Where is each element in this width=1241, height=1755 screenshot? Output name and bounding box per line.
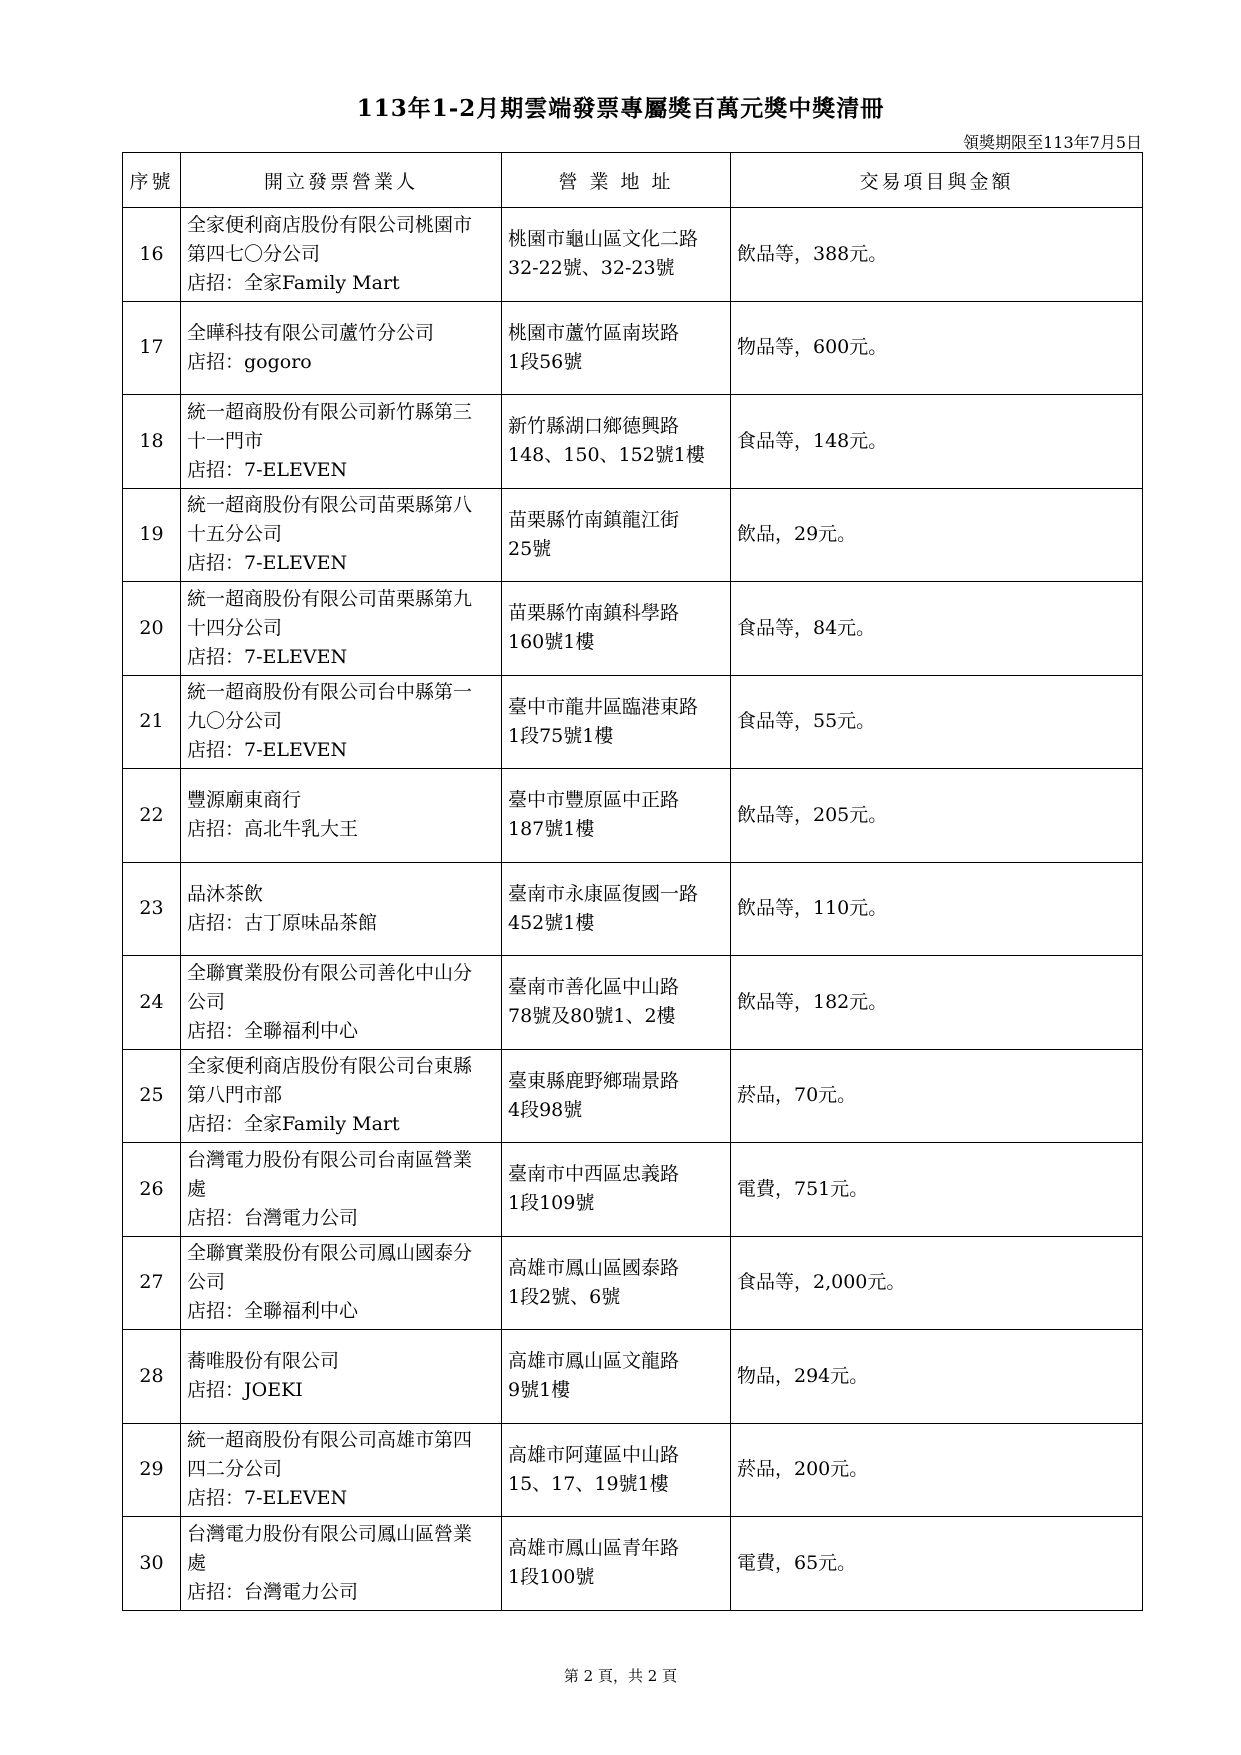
document-title: 113年1-2月期雲端發票專屬獎百萬元獎中獎清冊 — [356, 95, 885, 122]
header-merchant: 開立發票營業人 — [181, 153, 502, 208]
address-line: 1段2號、6號 — [508, 1285, 621, 1308]
merchant-line: 店招：台灣電力公司 — [187, 1580, 359, 1603]
table-row — [123, 301, 1143, 395]
row-item-amount: 飲品等，388元。 — [731, 208, 1143, 302]
row-merchant — [181, 1049, 502, 1143]
address-line: 78號及80號1、2樓 — [508, 1005, 676, 1028]
address-line: 新竹縣湖口鄉德興路 — [508, 415, 680, 438]
row-item-amount: 食品等，148元。 — [731, 395, 1143, 489]
row-item-amount: 菸品，70元。 — [731, 1049, 1143, 1143]
row-seq: 21 — [123, 675, 181, 769]
merchant-line: 第四七〇分公司 — [187, 242, 321, 265]
table-body — [123, 208, 1143, 1611]
address-line: 高雄市鳳山區青年路 — [508, 1537, 680, 1560]
row-seq: 24 — [123, 956, 181, 1050]
table-row — [123, 1143, 1143, 1237]
row-address — [502, 1049, 731, 1143]
address-line: 高雄市鳳山區國泰路 — [508, 1256, 680, 1279]
row-item-amount: 菸品，200元。 — [731, 1423, 1143, 1517]
address-line: 臺南市善化區中山路 — [508, 976, 680, 999]
row-address — [502, 488, 731, 582]
merchant-line: 全聯實業股份有限公司善化中山分 — [187, 961, 473, 984]
row-address — [502, 1143, 731, 1237]
row-address — [502, 208, 731, 302]
table-row — [123, 769, 1143, 863]
header-seq: 序號 — [123, 153, 181, 208]
row-seq: 22 — [123, 769, 181, 863]
row-address — [502, 862, 731, 956]
row-item-amount: 食品等，84元。 — [731, 582, 1143, 676]
row-seq: 17 — [123, 301, 181, 395]
row-item-amount: 物品等，600元。 — [731, 301, 1143, 395]
merchant-line: 統一超商股份有限公司台中縣第一 — [187, 681, 473, 704]
merchant-line: 全聯實業股份有限公司鳳山國泰分 — [187, 1242, 473, 1265]
claim-deadline: 領獎期限至113年7月5日 — [963, 133, 1142, 152]
address-line: 1段100號 — [508, 1566, 595, 1589]
merchant-line: 台灣電力股份有限公司台南區營業 — [187, 1148, 473, 1171]
row-merchant — [181, 769, 502, 863]
table-row — [123, 1049, 1143, 1143]
address-line: 32-22號、32-23號 — [508, 257, 675, 280]
row-address — [502, 582, 731, 676]
merchant-line: 豐源廟東商行 — [187, 789, 302, 812]
row-address — [502, 1236, 731, 1330]
merchant-line: 店招：全家Family Mart — [187, 1113, 400, 1136]
merchant-line: 品沐茶飲 — [187, 882, 264, 905]
merchant-line: 統一超商股份有限公司苗栗縣第八 — [187, 494, 473, 517]
row-merchant — [181, 956, 502, 1050]
merchant-line: 公司 — [187, 990, 226, 1013]
table-row — [123, 1517, 1143, 1611]
winners-table — [122, 152, 1143, 1611]
merchant-line: 統一超商股份有限公司高雄市第四 — [187, 1429, 473, 1452]
merchant-line: 全家便利商店股份有限公司桃園市 — [187, 213, 473, 236]
merchant-line: 處 — [187, 1551, 207, 1574]
address-line: 1段109號 — [508, 1192, 595, 1215]
merchant-line: 十一門市 — [187, 429, 264, 452]
row-address — [502, 675, 731, 769]
row-merchant — [181, 862, 502, 956]
row-seq: 28 — [123, 1330, 181, 1424]
merchant-line: 統一超商股份有限公司苗栗縣第九 — [187, 587, 473, 610]
address-line: 臺南市永康區復國一路 — [508, 882, 699, 905]
address-line: 160號1樓 — [508, 631, 595, 654]
row-address — [502, 956, 731, 1050]
row-seq: 19 — [123, 488, 181, 582]
merchant-line: 店招：台灣電力公司 — [187, 1206, 359, 1229]
row-item-amount: 電費，751元。 — [731, 1143, 1143, 1237]
table-row — [123, 675, 1143, 769]
table-row — [123, 1423, 1143, 1517]
merchant-line: 店招：7-ELEVEN — [187, 1487, 348, 1510]
address-line: 148、150、152號1樓 — [508, 444, 705, 467]
row-merchant — [181, 1423, 502, 1517]
address-line: 臺中市豐原區中正路 — [508, 789, 680, 812]
row-merchant — [181, 301, 502, 395]
merchant-line: 全家便利商店股份有限公司台東縣 — [187, 1055, 473, 1078]
row-seq: 30 — [123, 1517, 181, 1611]
merchant-line: 九〇分公司 — [187, 710, 283, 733]
merchant-line: 店招：全家Family Mart — [187, 271, 400, 294]
row-seq: 27 — [123, 1236, 181, 1330]
table-row — [123, 208, 1143, 302]
row-item-amount: 飲品等，205元。 — [731, 769, 1143, 863]
row-merchant — [181, 675, 502, 769]
merchant-line: 店招：7-ELEVEN — [187, 458, 348, 481]
row-address — [502, 769, 731, 863]
page-footer: 第 2 頁，共 2 頁 — [563, 1667, 678, 1685]
address-line: 臺東縣鹿野鄉瑞景路 — [508, 1069, 680, 1092]
table-row — [123, 395, 1143, 489]
merchant-line: 統一超商股份有限公司新竹縣第三 — [187, 400, 473, 423]
row-item-amount: 食品等，55元。 — [731, 675, 1143, 769]
header-item: 交易項目與金額 — [731, 153, 1143, 208]
address-line: 臺南市中西區忠義路 — [508, 1163, 680, 1186]
row-address — [502, 1517, 731, 1611]
merchant-line: 全曄科技有限公司蘆竹分公司 — [187, 321, 435, 344]
row-item-amount: 電費，65元。 — [731, 1517, 1143, 1611]
row-seq: 16 — [123, 208, 181, 302]
address-line: 苗栗縣竹南鎮龍江街 — [508, 508, 680, 531]
row-merchant — [181, 488, 502, 582]
address-line: 桃園市龜山區文化二路 — [508, 228, 699, 251]
row-seq: 29 — [123, 1423, 181, 1517]
row-merchant — [181, 1236, 502, 1330]
address-line: 15、17、19號1樓 — [508, 1472, 669, 1495]
row-item-amount: 飲品等，182元。 — [731, 956, 1143, 1050]
address-line: 4段98號 — [508, 1098, 583, 1121]
row-merchant — [181, 1517, 502, 1611]
row-address — [502, 301, 731, 395]
address-line: 高雄市鳳山區文龍路 — [508, 1350, 680, 1373]
address-line: 9號1樓 — [508, 1379, 571, 1402]
address-line: 桃園市蘆竹區南崁路 — [508, 321, 680, 344]
address-line: 高雄市阿蓮區中山路 — [508, 1443, 680, 1466]
table-row — [123, 956, 1143, 1050]
row-address — [502, 395, 731, 489]
row-merchant — [181, 208, 502, 302]
table-row — [123, 1330, 1143, 1424]
row-item-amount: 飲品等，110元。 — [731, 862, 1143, 956]
row-seq: 18 — [123, 395, 181, 489]
merchant-line: 十四分公司 — [187, 616, 283, 639]
merchant-line: 店招：高北牛乳大王 — [187, 818, 359, 841]
table-row — [123, 862, 1143, 956]
address-line: 1段75號1樓 — [508, 724, 614, 747]
merchant-line: 店招：古丁原味品茶館 — [187, 911, 378, 934]
merchant-line: 店招：gogoro — [187, 350, 312, 373]
row-merchant — [181, 395, 502, 489]
merchant-line: 四二分公司 — [187, 1458, 283, 1481]
row-seq: 25 — [123, 1049, 181, 1143]
address-line: 苗栗縣竹南鎮科學路 — [508, 602, 680, 625]
merchant-line: 處 — [187, 1177, 207, 1200]
merchant-line: 店招：7-ELEVEN — [187, 645, 348, 668]
address-line: 臺中市龍井區臨港東路 — [508, 695, 699, 718]
table-header-row — [123, 153, 1143, 208]
row-merchant — [181, 582, 502, 676]
table-row — [123, 488, 1143, 582]
merchant-line: 第八門市部 — [187, 1084, 283, 1107]
row-seq: 23 — [123, 862, 181, 956]
row-merchant — [181, 1330, 502, 1424]
merchant-line: 店招：全聯福利中心 — [187, 1300, 359, 1323]
merchant-line: 蕎唯股份有限公司 — [187, 1350, 340, 1373]
row-seq: 20 — [123, 582, 181, 676]
row-merchant — [181, 1143, 502, 1237]
row-address — [502, 1330, 731, 1424]
merchant-line: 店招：全聯福利中心 — [187, 1019, 359, 1042]
merchant-line: 店招：JOEKI — [187, 1379, 303, 1402]
row-item-amount: 食品等，2,000元。 — [731, 1236, 1143, 1330]
merchant-line: 店招：7-ELEVEN — [187, 552, 348, 575]
row-item-amount: 飲品，29元。 — [731, 488, 1143, 582]
merchant-line: 公司 — [187, 1271, 226, 1294]
row-address — [502, 1423, 731, 1517]
merchant-line: 店招：7-ELEVEN — [187, 739, 348, 762]
row-item-amount: 物品，294元。 — [731, 1330, 1143, 1424]
address-line: 187號1樓 — [508, 818, 595, 841]
merchant-line: 十五分公司 — [187, 523, 283, 546]
address-line: 1段56號 — [508, 350, 583, 373]
table-row — [123, 1236, 1143, 1330]
row-seq: 26 — [123, 1143, 181, 1237]
table-row — [123, 582, 1143, 676]
merchant-line: 台灣電力股份有限公司鳳山區營業 — [187, 1522, 473, 1545]
address-line: 452號1樓 — [508, 911, 595, 934]
address-line: 25號 — [508, 537, 552, 560]
header-address: 營 業 地 址 — [502, 153, 731, 208]
